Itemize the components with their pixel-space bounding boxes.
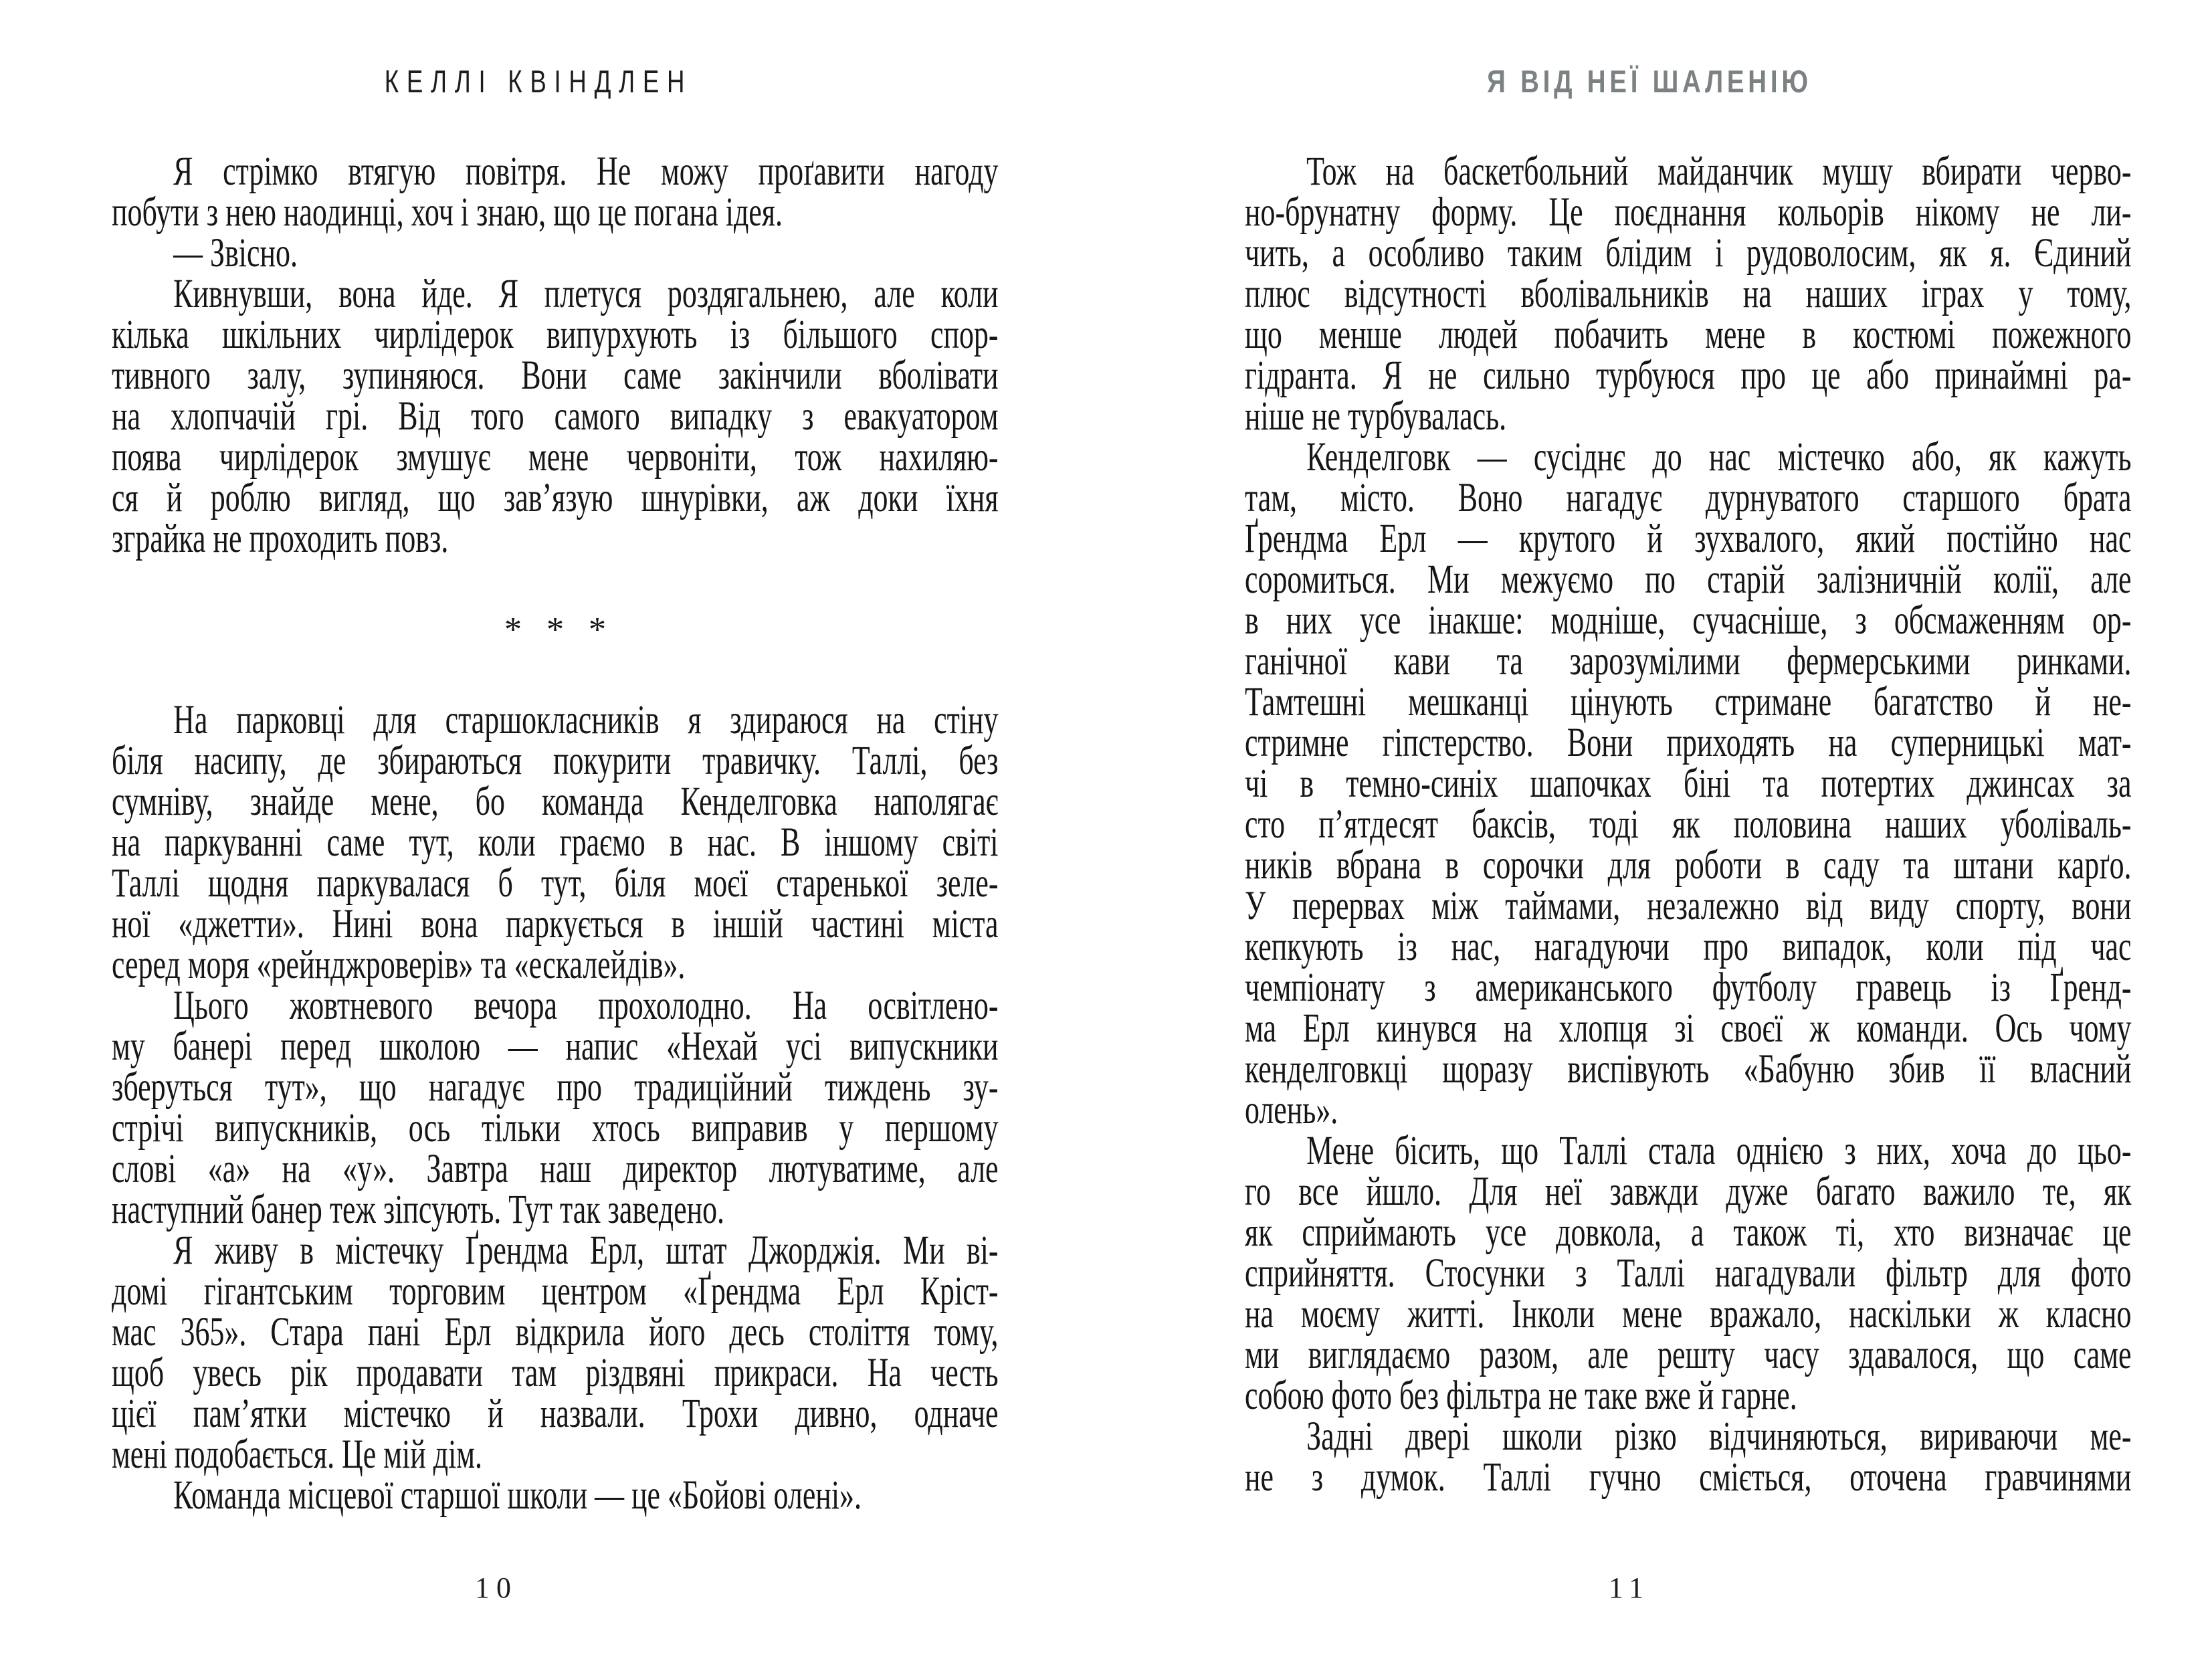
text-line: не з думок. Таллі гучно сміється, оточена гравчинями: [1245, 1455, 2132, 1500]
text-line: — Звісно.: [173, 231, 298, 276]
text-line: Тамтешні мешканці цінують стримане багатство й не-: [1245, 680, 2132, 724]
text-line: кепкують із нас, нагадуючи про випадок, коли під час: [1245, 924, 2132, 969]
text-line: ся й роблю вигляд, що зав’язую шнурівки, аж доки їхня: [112, 476, 999, 520]
text-line: Задні двері школи різко відчиняються, вириваючи ме-: [1306, 1414, 2132, 1459]
text-line: на моєму житті. Інколи мене вражало, наскільки ж класно: [1245, 1292, 2132, 1337]
text-line: побути з нею наодинці, хоч і знаю, що це погана ідея.: [112, 190, 783, 235]
page-number-left: 10: [475, 1571, 518, 1604]
text-line: домі гігантським торговим центром «Ґрендма Ерл Кріст-: [112, 1269, 999, 1314]
text-line: слові «а» на «у». Завтра наш директор лютуватиме, але: [112, 1147, 999, 1191]
text-line: наступний банер теж зіпсують. Тут так заведено.: [112, 1187, 725, 1232]
text-line: кенделговкці щоразу виспівують «Бабуню збив її власний: [1245, 1047, 2132, 1092]
text-line: що менше людей побачить мене в костюмі пожежного: [1245, 312, 2132, 357]
text-line: там, місто. Воно нагадує дурнуватого старшого брата: [1245, 476, 2132, 520]
page-body-text: [112, 151, 999, 1516]
text-line: Кенделговк — сусіднє до нас містечко або, як кажуть: [1306, 435, 2132, 480]
text-line: стримне гіпстерство. Вони приходять на суперницькі мат-: [1245, 720, 2132, 765]
page-right: [1245, 0, 2132, 1659]
text-line: кілька шкільних чирлідерок випурхують із більшого спор-: [112, 312, 999, 357]
text-line: У перервах між таймами, незалежно від виду спорту, вони: [1245, 884, 2132, 929]
text-line: Тож на баскетбольний майданчик мушу вбирати черво-: [1306, 149, 2132, 194]
text-line: стрічі випускників, ось тільки хтось виправив у першому: [112, 1106, 999, 1151]
text-line: олень».: [1245, 1088, 1338, 1133]
text-line: гідранта. Я не сильно турбуюся про це або принаймні ра-: [1245, 353, 2132, 398]
text-line: го все йшло. Для неї завжди дуже багато важило те, як: [1245, 1169, 2132, 1214]
text-line: На парковці для старшокласників я здираюся на стіну: [173, 698, 999, 743]
text-line: як сприймають усе довкола, а також ті, хто визначає це: [1245, 1210, 2132, 1255]
page-number-right: 11: [1608, 1571, 1651, 1604]
text-line: чі в темно-синіх шапочках біні та потертих джинсах за: [1245, 761, 2132, 806]
running-head-author: КЕЛЛІ КВІНДЛЕН: [384, 64, 693, 99]
text-line: ної «джетти». Нині вона паркується в іншій частині міста: [112, 902, 999, 947]
text-line: сприйняття. Стосунки з Таллі нагадували фільтр для фото: [1245, 1251, 2132, 1296]
text-line: сто п’ятдесят баксів, тоді як половина наших уболіваль-: [1245, 802, 2132, 847]
text-line: но-брунатну форму. Це поєднання кольорів нікому не ли-: [1245, 190, 2132, 235]
text-line: плюс відсутності вболівальників на наших іграх у тому,: [1245, 272, 2132, 316]
section-break: * * *: [504, 610, 614, 649]
text-line: щоб увесь рік продавати там різдвяні прикраси. На честь: [112, 1351, 999, 1395]
text-line: на хлопчачій грі. Від того самого випадку з евакуатором: [112, 394, 999, 439]
text-line: ніше не турбувалась.: [1245, 394, 1507, 439]
text-line: Я стрімко втягую повітря. Не можу проґавити нагоду: [173, 149, 999, 194]
text-line: Кивнувши, вона йде. Я плетуся роздягальнею, але коли: [173, 272, 999, 316]
text-line: чить, а особливо таким блідим і рудоволосим, як я. Єдиний: [1245, 231, 2132, 276]
text-line: ганічної кави та зарозумілими фермерськими ринками.: [1245, 639, 2132, 684]
text-line: Цього жовтневого вечора прохолодно. На освітлено-: [173, 983, 999, 1028]
text-line: серед моря «рейнджроверів» та «ескалейдів».: [112, 943, 686, 987]
page-left: [112, 0, 999, 1659]
text-line: соромиться. Ми межуємо по старій залізничній колії, але: [1245, 557, 2132, 602]
text-line: цієї пам’ятки містечко й назвали. Трохи дивно, одначе: [112, 1391, 999, 1436]
text-line: тивного залу, зупиняюся. Вони саме закінчили вболівати: [112, 353, 999, 398]
text-line: Таллі щодня паркувалася б тут, біля моєї старенької зеле-: [112, 861, 999, 906]
text-line: му банері перед школою — напис «Нехай усі випускники: [112, 1024, 999, 1069]
text-line: зберуться тут», що нагадує про традиційний тиждень зу-: [112, 1065, 999, 1110]
text-line: ників вбрана в сорочки для роботи в саду та штани карґо.: [1245, 843, 2132, 888]
text-line: на паркуванні саме тут, коли граємо в нас. В іншому світі: [112, 820, 999, 865]
text-line: ма Ерл кинувся на хлопця зі своєї ж команди. Ось чому: [1245, 1006, 2132, 1051]
page-body-text: [1245, 151, 2132, 1498]
text-line: сумніву, знайде мене, бо команда Кенделговка наполягає: [112, 779, 999, 824]
text-line: в них усе інакше: модніше, сучасніше, з обсмаженням ор-: [1245, 598, 2132, 643]
text-line: чемпіонату з американського футболу гравець із Ґренд-: [1245, 965, 2132, 1010]
text-line: зграйка не проходить повз.: [112, 516, 449, 561]
text-line: Мене бісить, що Таллі стала однією з них, хоча до цьо-: [1306, 1129, 2132, 1173]
text-line: Ґрендма Ерл — крутого й зухвалого, який постійно нас: [1245, 516, 2132, 561]
text-line: собою фото без фільтра не таке вже й гарне.: [1245, 1373, 1797, 1418]
text-line: мас 365». Стара пані Ерл відкрила його десь століття тому,: [112, 1310, 999, 1355]
text-line: мені подобається. Це мій дім.: [112, 1432, 483, 1477]
text-line: Команда місцевої старшої школи — це «Бойові олені».: [173, 1473, 862, 1518]
running-head-chapter-title: Я ВІД НЕЇ ШАЛЕНІЮ: [1487, 64, 1812, 99]
text-line: поява чирлідерок змушує мене червоніти, тож нахиляю-: [112, 435, 999, 480]
text-line: Я живу в містечку Ґрендма Ерл, штат Джорджія. Ми ві-: [173, 1228, 999, 1273]
text-line: ми виглядаємо разом, але решту часу здавалося, що саме: [1245, 1333, 2132, 1377]
text-line: біля насипу, де збираються покурити травичку. Таллі, без: [112, 739, 999, 783]
